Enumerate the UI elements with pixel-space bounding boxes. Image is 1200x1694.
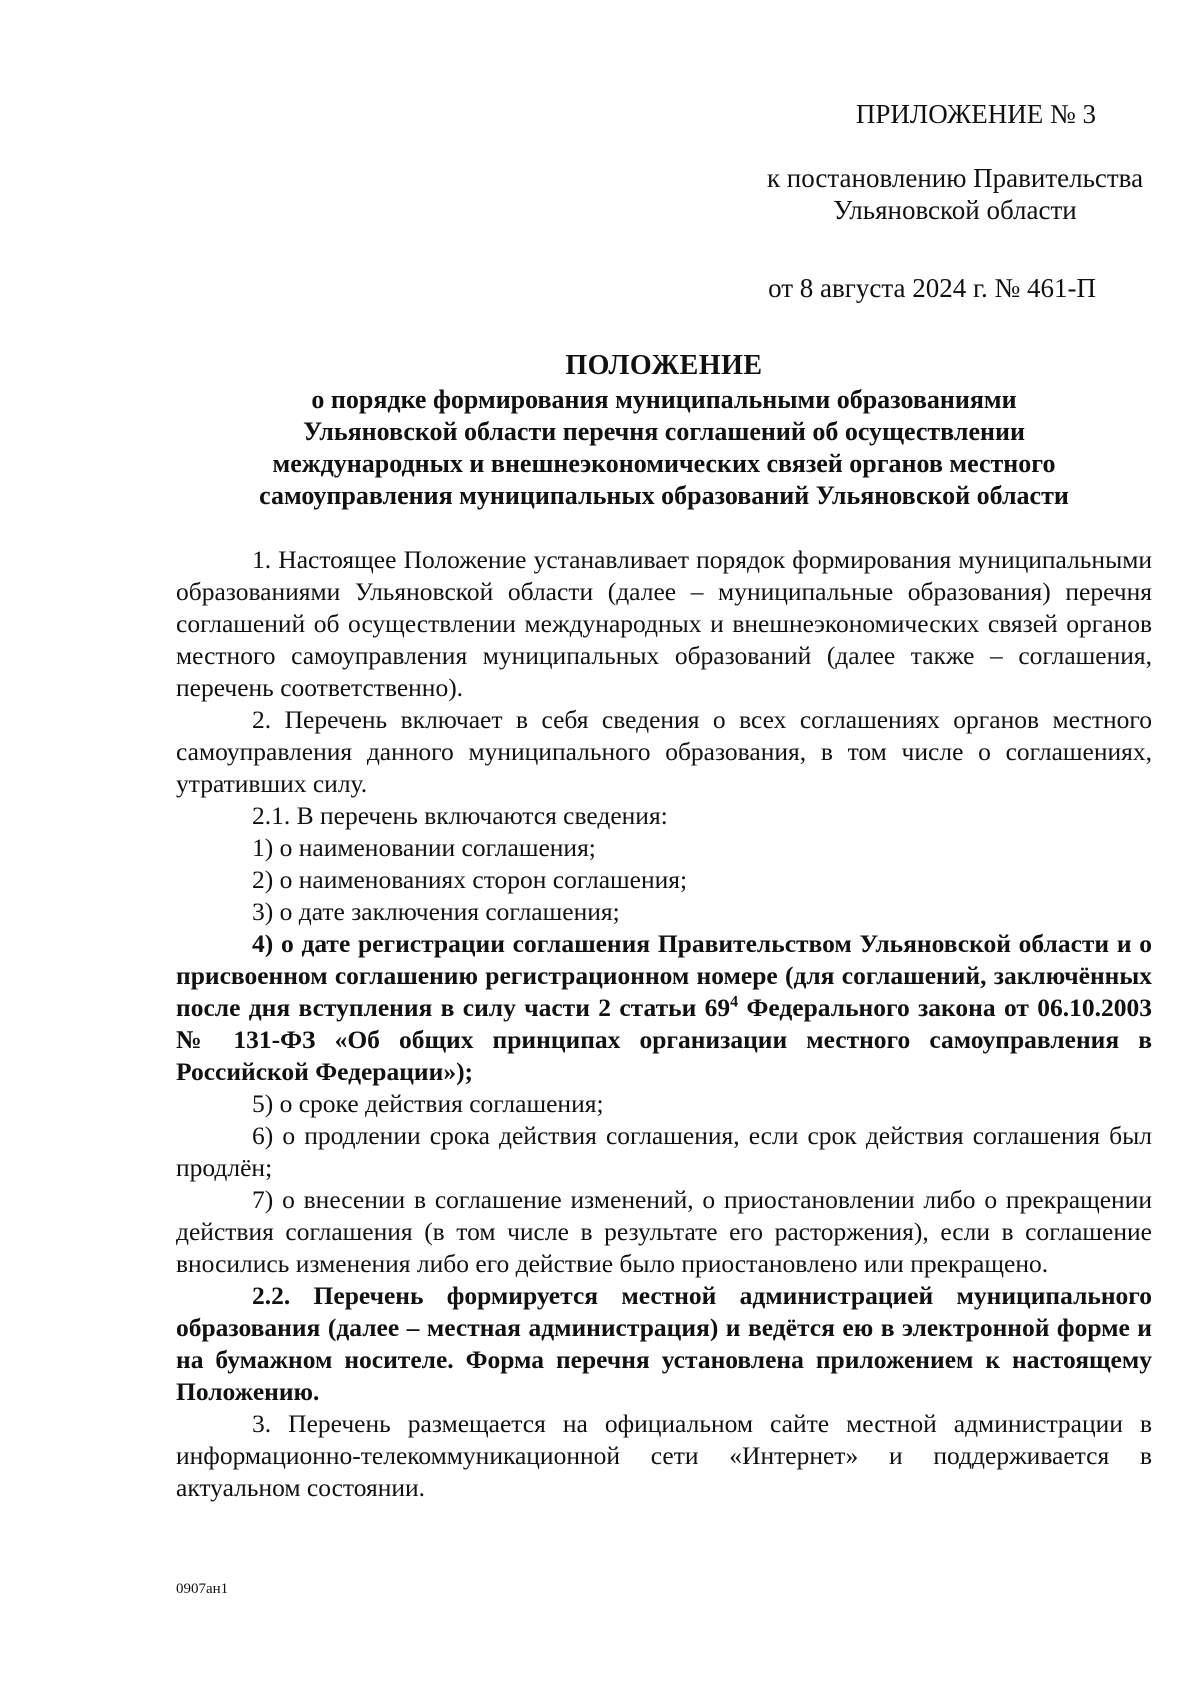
decree-reference-line-2: Ульяновской области	[833, 195, 1077, 225]
paragraph-2-2: 2.2. Перечень формируется местной администрацией муниципального образования (далее – местная администрация) и ведётся ею в электронной форме и на бумажном носителе. Форма перечня установлена приложением к настоящему Положению.	[176, 1281, 1152, 1406]
list-item-4-text-a: 4) о дате регистрации соглашения Правительством Ульяновской области и о присвоенном соглашению регистрационном номере (для соглашений, заключённых после дня вступления в силу части 2 статьи 69	[176, 929, 1152, 1022]
list-item-6: 6) о продлении срока действия соглашения, если срок действия соглашения был продлён;	[176, 1121, 1152, 1182]
list-item-5: 5) о сроке действия соглашения;	[252, 1089, 604, 1118]
decree-reference-line-1: к постановлению Правительства	[766, 163, 1144, 193]
document-heading	[176, 350, 1152, 512]
paragraph-3: 3. Перечень размещается на официальном сайте местной администрации в информационно-телекоммуникационной сети «Интернет» и поддерживается в актуальном состоянии.	[176, 1409, 1152, 1502]
list-item-4	[176, 928, 1152, 1088]
list-item-4-text-b: Федерального закона от 06.10.2003 № 131-ФЗ «Об общих принципах организации местного самоуправления в Российской Федерации»);	[176, 993, 1152, 1086]
decree-date-number: от 8 августа 2024 г. № 461-П	[768, 273, 1096, 303]
footer-document-code: 0907ан1	[176, 1581, 229, 1597]
paragraph-1: 1. Настоящее Положение устанавливает порядок формирования муниципальными образованиями Ульяновской области (далее – муниципальные образования) перечня соглашений об осуществлении международных и внешнеэкономических связей органов местного самоуправления муниципальных образований (далее также – соглашения, перечень соответственно).	[176, 545, 1152, 702]
paragraph-2-1: 2.1. В перечень включаются сведения:	[252, 801, 668, 830]
document-subtitle-line-3: международных и внешнеэкономических связей органов местного	[272, 449, 1056, 478]
document-subtitle-line-4: самоуправления муниципальных образований Ульяновской области	[259, 481, 1069, 510]
document-subtitle-line-2: Ульяновской области перечня соглашений об осуществлении	[303, 417, 1025, 446]
list-item-2: 2) о наименованиях сторон соглашения;	[252, 865, 688, 894]
appendix-number: ПРИЛОЖЕНИЕ № 3	[855, 99, 1096, 129]
list-item-1: 1) о наименовании соглашения;	[252, 833, 596, 862]
list-item-3: 3) о дате заключения соглашения;	[252, 897, 620, 926]
document-subtitle-line-1: о порядке формирования муниципальными образованиями	[311, 385, 1017, 414]
document-title: ПОЛОЖЕНИЕ	[565, 350, 763, 381]
document-body	[176, 544, 1152, 1504]
decree-reference	[759, 162, 1151, 226]
list-item-4-superscript: 4	[730, 993, 739, 1011]
paragraph-2: 2. Перечень включает в себя сведения о всех соглашениях органов местного самоуправления данного муниципального образования, в том числе о соглашениях, утративших силу.	[176, 705, 1152, 798]
list-item-7: 7) о внесении в соглашение изменений, о приостановлении либо о прекращении действия соглашения (в том числе в результате его расторжения), если в соглашение вносились изменения либо его действие было приостановлено или прекращено.	[176, 1185, 1152, 1278]
